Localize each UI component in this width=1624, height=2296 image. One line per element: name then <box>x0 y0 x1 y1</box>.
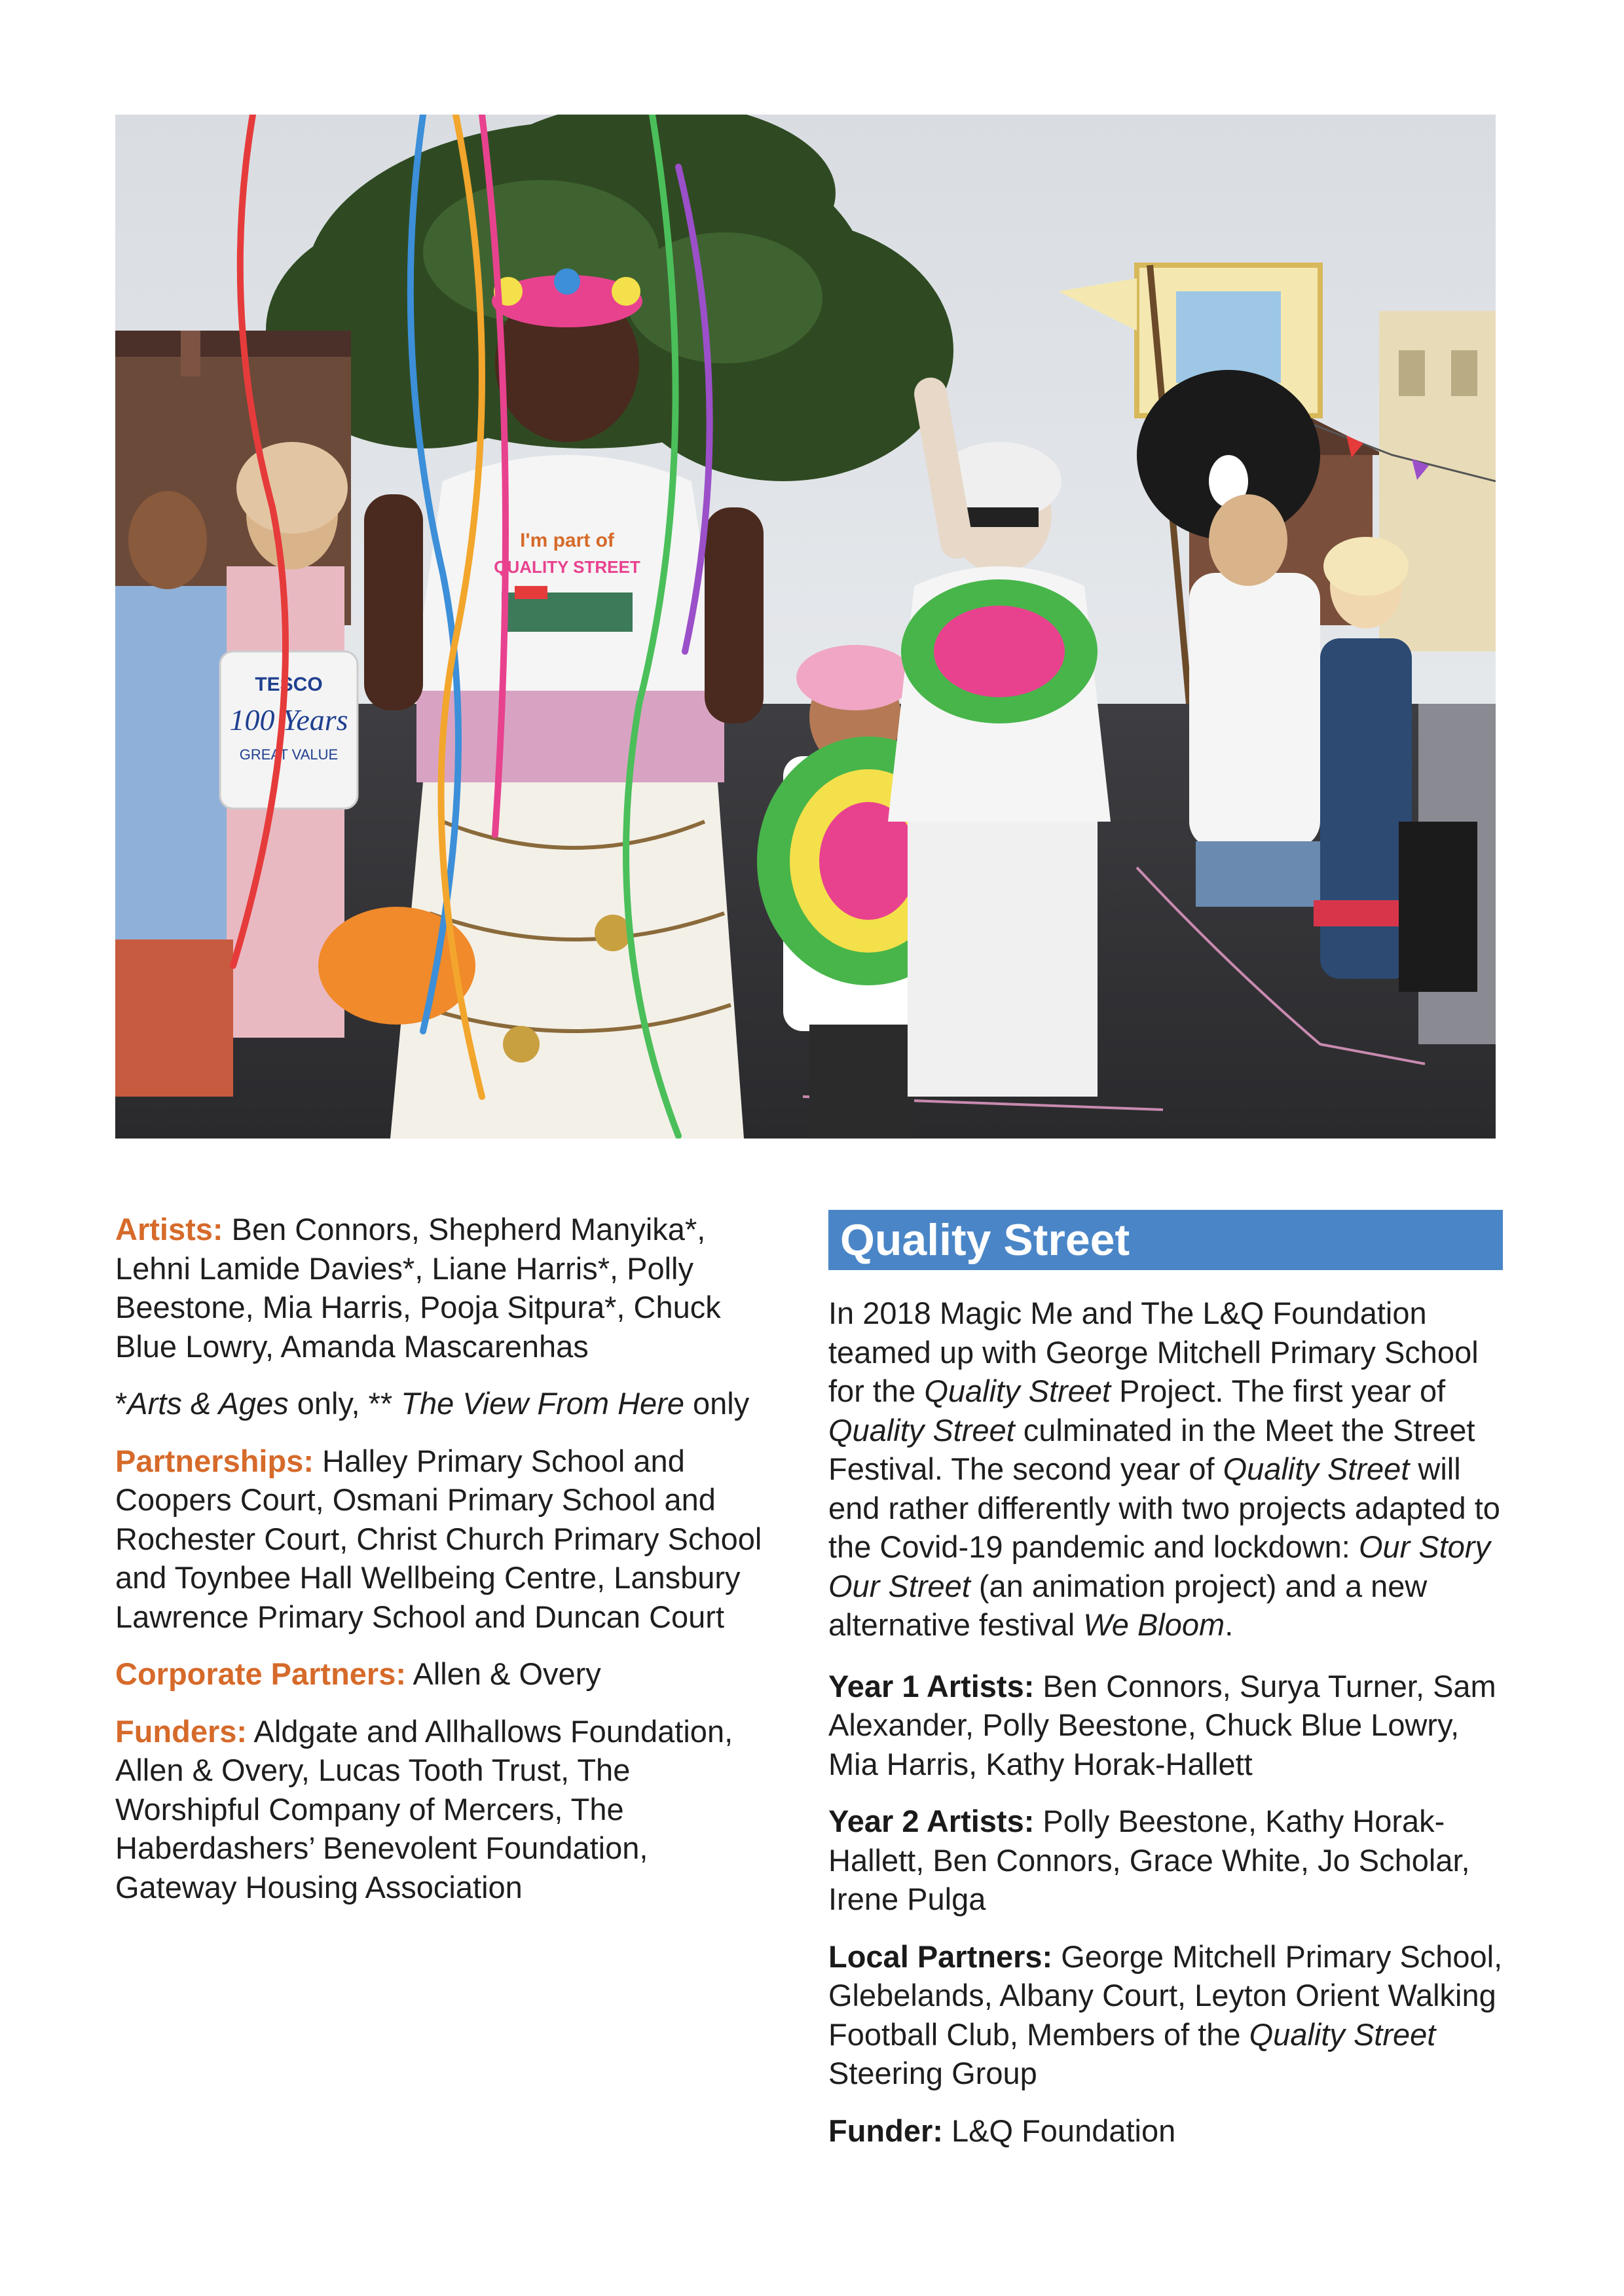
year1-text: Ben Connors, Surya Turner, Sam Alexander, Polly Beestone, Chuck Blue Lowry, Mia Harris, Kathy Horak-Hallett <box>828 1668 1496 1781</box>
partnerships-paragraph <box>115 1442 777 1637</box>
funders-paragraph <box>115 1712 777 1907</box>
intro-text-5: (an animation project) and a new alternative festival <box>828 1568 1428 1642</box>
funder-text: L&Q Foundation <box>942 2113 1176 2148</box>
footnote-view-from-here: The View From Here <box>401 1386 684 1421</box>
funder-paragraph <box>828 2111 1503 2151</box>
local-partners-label: Local Partners: <box>828 1939 1053 1974</box>
footnote-star: * <box>115 1386 128 1421</box>
funders-text: Aldgate and Allhallows Foundation, Allen & Overy, Lucas Tooth Trust, The Worshipful Company of Mercers, The Haberdashers’ Benevolent Foundation, Gateway Housing Association <box>115 1713 733 1904</box>
artists-paragraph <box>115 1210 777 1366</box>
year1-paragraph <box>828 1667 1503 1784</box>
funders-label: Funders: <box>115 1713 248 1749</box>
intro-paragraph <box>828 1294 1503 1645</box>
corporate-partners-paragraph <box>115 1654 777 1694</box>
partnerships-label: Partnerships: <box>115 1443 314 1478</box>
bag-brand-text: TESCO <box>255 674 323 695</box>
bag-logo-text: 100 Years <box>229 703 348 737</box>
footnote-paragraph <box>115 1384 777 1423</box>
year2-paragraph <box>828 1802 1503 1919</box>
intro-italic-1: Quality Street <box>924 1374 1111 1408</box>
year2-label: Year 2 Artists: <box>828 1804 1035 1838</box>
intro-italic-2: Quality Street <box>828 1412 1015 1448</box>
bag-sub-text: GREAT VALUE <box>239 746 339 763</box>
footnote-only-2: only <box>684 1386 750 1421</box>
footnote-arts-ages: Arts & Ages <box>127 1386 289 1421</box>
local-partners-paragraph <box>828 1937 1503 2093</box>
credits-column <box>115 1210 777 1925</box>
local-partners-text: George Mitchell Primary School, Glebelands, Albany Court, Leyton Orient Walking Football Club, Members of the <box>828 1939 1503 2052</box>
intro-italic-5: We Bloom <box>1083 1607 1225 1642</box>
intro-text-4: will end rather differently with two projects adapted to the Covid-19 pandemic and lockdown: <box>828 1451 1500 1564</box>
local-partners-text-2: Steering Group <box>828 2056 1037 2090</box>
intro-italic-3: Quality Street <box>1223 1451 1410 1486</box>
shirt-text-main: QUALITY STREET <box>494 557 640 577</box>
intro-text-3: culminated in the Meet the Street Festival. The second year of <box>828 1412 1475 1486</box>
year1-label: Year 1 Artists: <box>828 1668 1035 1704</box>
intro-text-1: In 2018 Magic Me and The L&Q Foundation teamed up with George Mitchell Primary School for the <box>828 1296 1479 1408</box>
funder-label: Funder: <box>828 2113 943 2148</box>
partnerships-text: Halley Primary School and Coopers Court, Osmani Primary School and Rochester Court, Christ Church Primary School and Toynbee Hall Wellbeing Centre, Lansbury Lawrence Primary School and Duncan Court <box>115 1443 762 1634</box>
festival-photo-illustration <box>115 115 1496 1139</box>
corporate-partners-label: Corporate Partners: <box>115 1656 406 1691</box>
footnote-only-1: only, ** <box>288 1386 401 1421</box>
section-heading: Quality Street <box>828 1210 1503 1270</box>
artists-label: Artists: <box>115 1212 223 1247</box>
shirt-text-top: I'm part of <box>520 530 614 551</box>
year2-text: Polly Beestone, Kathy Horak-Hallett, Ben Connors, Grace White, Jo Scholar, Irene Pulga <box>828 1804 1470 1916</box>
intro-text-2: Project. The first year of <box>1111 1374 1446 1408</box>
intro-text-6: . <box>1225 1607 1234 1642</box>
festival-photo <box>115 115 1496 1139</box>
project-column <box>828 1210 1503 2168</box>
artists-text: Ben Connors, Shepherd Manyika*, Lehni Lamide Davies*, Liane Harris*, Polly Beestone, Mia Harris, Pooja Sitpura*, Chuck Blue Lowry, Amanda Mascarenhas <box>115 1212 721 1364</box>
corporate-partners-text: Allen & Overy <box>406 1656 601 1691</box>
local-partners-italic: Quality Street <box>1249 2016 1436 2052</box>
intro-italic-4: Our Story Our Street <box>828 1529 1491 1603</box>
